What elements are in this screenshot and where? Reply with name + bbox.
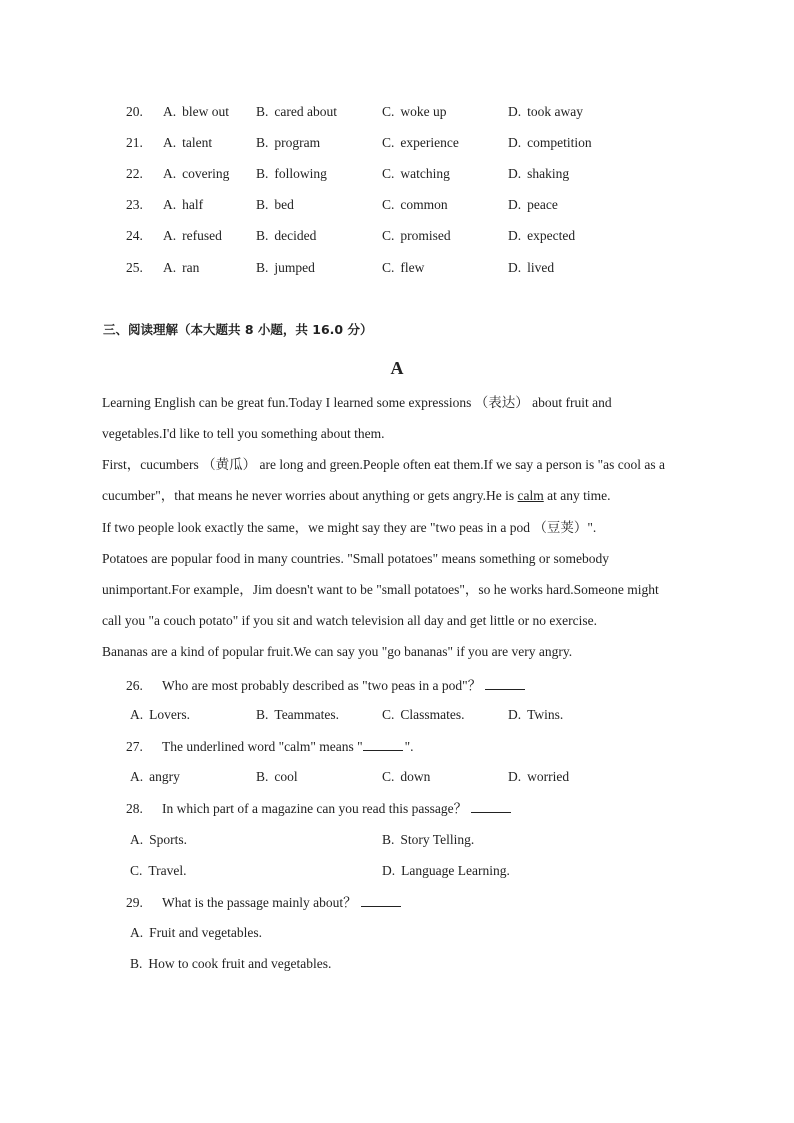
underlined-word: calm	[517, 488, 544, 503]
question-number: 27.	[126, 739, 143, 754]
option-c[interactable]	[382, 195, 448, 215]
option-text: flew	[400, 260, 425, 275]
option-text: covering	[182, 166, 230, 181]
option-letter: C.	[382, 769, 395, 784]
option-text: took away	[527, 104, 583, 119]
option-b[interactable]	[256, 102, 337, 122]
option-letter: A.	[130, 832, 144, 847]
option-text: blew out	[182, 104, 229, 119]
passage-text: at any time.	[543, 488, 611, 503]
option-a[interactable]	[163, 258, 199, 278]
option-text: down	[400, 769, 431, 784]
option-letter: B.	[256, 769, 269, 784]
option-d[interactable]	[508, 133, 592, 153]
passage-line: First，cucumbers （黄瓜） are long and green.People often eat them.If we say a person is "as cool as a	[102, 457, 665, 472]
question-number: 29.	[126, 895, 143, 910]
option-b[interactable]	[382, 830, 474, 850]
option-letter: A.	[130, 769, 144, 784]
option-text: angry	[149, 769, 180, 784]
option-text: following	[274, 166, 327, 181]
question-text: In which part of a magazine can you read this passage？	[162, 801, 468, 816]
option-text: experience	[400, 135, 459, 150]
option-letter: A.	[130, 925, 144, 940]
option-c[interactable]	[130, 861, 187, 881]
question-number: 26.	[126, 678, 143, 693]
option-text: Sports.	[149, 832, 188, 847]
option-text: program	[274, 135, 321, 150]
option-text: talent	[182, 135, 213, 150]
option-a[interactable]	[163, 133, 212, 153]
option-c[interactable]	[382, 767, 430, 787]
option-letter: C.	[382, 197, 395, 212]
passage-text: cucumber"，that means he never worries about anything or gets angry.He is	[102, 488, 518, 503]
option-b[interactable]	[256, 164, 327, 184]
option-text: half	[182, 197, 204, 212]
option-b[interactable]	[256, 767, 298, 787]
answer-blank[interactable]	[471, 798, 511, 813]
option-a[interactable]	[163, 195, 203, 215]
passage-line: If two people look exactly the same，we might say they are "two peas in a pod （豆荚）".	[102, 520, 597, 535]
option-text: bed	[274, 197, 294, 212]
option-text: lived	[527, 260, 555, 275]
option-a[interactable]	[130, 767, 180, 787]
option-letter: B.	[256, 135, 269, 150]
answer-blank[interactable]	[485, 675, 525, 690]
option-text: peace	[527, 197, 558, 212]
option-text: decided	[274, 228, 317, 243]
option-letter: D.	[508, 228, 522, 243]
answer-blank[interactable]	[363, 736, 403, 751]
question-number: 28.	[126, 801, 143, 816]
question-number: 24.	[126, 228, 143, 243]
option-letter: C.	[382, 166, 395, 181]
question-text: The underlined word "calm" means "	[162, 739, 363, 754]
option-letter: A.	[163, 135, 177, 150]
option-d[interactable]	[508, 767, 569, 787]
option-text: Fruit and vegetables.	[149, 925, 262, 940]
option-text: Teammates.	[274, 707, 340, 722]
option-a[interactable]	[163, 226, 222, 246]
option-letter: C.	[382, 707, 395, 722]
passage-line: call you "a couch potato" if you sit and watch television all day and get little or no exercise.	[102, 613, 597, 628]
option-text: expected	[527, 228, 576, 243]
option-letter: D.	[508, 135, 522, 150]
option-letter: A.	[163, 166, 177, 181]
option-letter: D.	[508, 769, 522, 784]
option-text: shaking	[527, 166, 570, 181]
option-text: promised	[400, 228, 451, 243]
option-text: Twins.	[527, 707, 564, 722]
option-b[interactable]	[256, 195, 294, 215]
passage-line: unimportant.For example，Jim doesn't want to be "small potatoes"，so he works hard.Someone might	[102, 582, 659, 597]
question-29	[126, 892, 401, 913]
option-text: competition	[527, 135, 592, 150]
option-text: Classmates.	[400, 707, 465, 722]
option-letter: D.	[508, 707, 522, 722]
option-a[interactable]	[163, 102, 229, 122]
option-text: cool	[274, 769, 298, 784]
option-a[interactable]	[130, 923, 262, 943]
option-letter: C.	[382, 228, 395, 243]
question-number: 25.	[126, 260, 143, 275]
question-28	[126, 798, 511, 819]
option-text: cared about	[274, 104, 337, 119]
option-d[interactable]	[508, 164, 569, 184]
option-letter: D.	[508, 260, 522, 275]
option-letter: D.	[508, 166, 522, 181]
option-text: refused	[182, 228, 222, 243]
option-letter: B.	[256, 104, 269, 119]
option-b[interactable]	[256, 133, 320, 153]
option-c[interactable]	[382, 133, 459, 153]
option-d[interactable]	[508, 226, 575, 246]
option-text: Story Telling.	[400, 832, 475, 847]
option-text: common	[400, 197, 448, 212]
option-d[interactable]	[508, 102, 583, 122]
option-a[interactable]	[130, 705, 190, 725]
option-letter: A.	[130, 707, 144, 722]
option-text: Language Learning.	[401, 863, 510, 878]
option-letter: B.	[256, 166, 269, 181]
option-b[interactable]	[256, 226, 316, 246]
passage-line: vegetables.I'd like to tell you something about them.	[102, 426, 385, 441]
option-letter: B.	[382, 832, 395, 847]
option-letter: C.	[130, 863, 143, 878]
option-d[interactable]	[382, 861, 510, 881]
option-letter: B.	[256, 260, 269, 275]
option-letter: D.	[382, 863, 396, 878]
question-text: ".	[404, 739, 414, 754]
option-letter: B.	[256, 707, 269, 722]
option-a[interactable]	[163, 164, 229, 184]
question-text: What is the passage mainly about？	[162, 895, 357, 910]
section-title: 三、阅读理解（本大题共 8 小题，共 16.0 分）	[103, 322, 373, 337]
option-text: ran	[182, 260, 200, 275]
option-c[interactable]	[382, 258, 424, 278]
option-letter: B.	[256, 197, 269, 212]
option-letter: A.	[163, 197, 177, 212]
option-c[interactable]	[382, 705, 465, 725]
option-text: woke up	[400, 104, 447, 119]
option-c[interactable]	[382, 164, 450, 184]
option-d[interactable]	[508, 258, 554, 278]
option-text: How to cook fruit and vegetables.	[148, 956, 332, 971]
option-text: Travel.	[148, 863, 187, 878]
question-number: 21.	[126, 135, 143, 150]
question-number: 23.	[126, 197, 143, 212]
option-b[interactable]	[130, 954, 331, 974]
option-b[interactable]	[256, 258, 315, 278]
question-number: 20.	[126, 104, 143, 119]
option-letter: B.	[130, 956, 143, 971]
option-text: jumped	[274, 260, 315, 275]
passage-line: Learning English can be great fun.Today I learned some expressions （表达） about fruit and	[102, 395, 612, 410]
option-d[interactable]	[508, 705, 563, 725]
option-letter: D.	[508, 197, 522, 212]
option-a[interactable]	[130, 830, 187, 850]
option-c[interactable]	[382, 102, 447, 122]
option-b[interactable]	[256, 705, 339, 725]
option-text: watching	[400, 166, 450, 181]
option-letter: D.	[508, 104, 522, 119]
passage-line: Potatoes are popular food in many countries. "Small potatoes" means something or somebody	[102, 551, 610, 566]
question-26	[126, 675, 525, 696]
passage-label: A	[390, 358, 404, 378]
option-c[interactable]	[382, 226, 451, 246]
passage-line	[102, 486, 702, 506]
option-letter: A.	[163, 228, 177, 243]
option-text: worried	[527, 769, 570, 784]
question-27	[126, 736, 414, 757]
question-number: 22.	[126, 166, 143, 181]
option-d[interactable]	[508, 195, 558, 215]
option-letter: A.	[163, 260, 177, 275]
option-letter: A.	[163, 104, 177, 119]
option-text: Lovers.	[149, 707, 190, 722]
option-letter: C.	[382, 135, 395, 150]
option-letter: C.	[382, 104, 395, 119]
passage-line: Bananas are a kind of popular fruit.We can say you "go bananas" if you are very angry.	[102, 644, 573, 659]
question-text: Who are most probably described as "two peas in a pod"？	[162, 678, 482, 693]
answer-blank[interactable]	[361, 892, 401, 907]
option-letter: B.	[256, 228, 269, 243]
option-letter: C.	[382, 260, 395, 275]
